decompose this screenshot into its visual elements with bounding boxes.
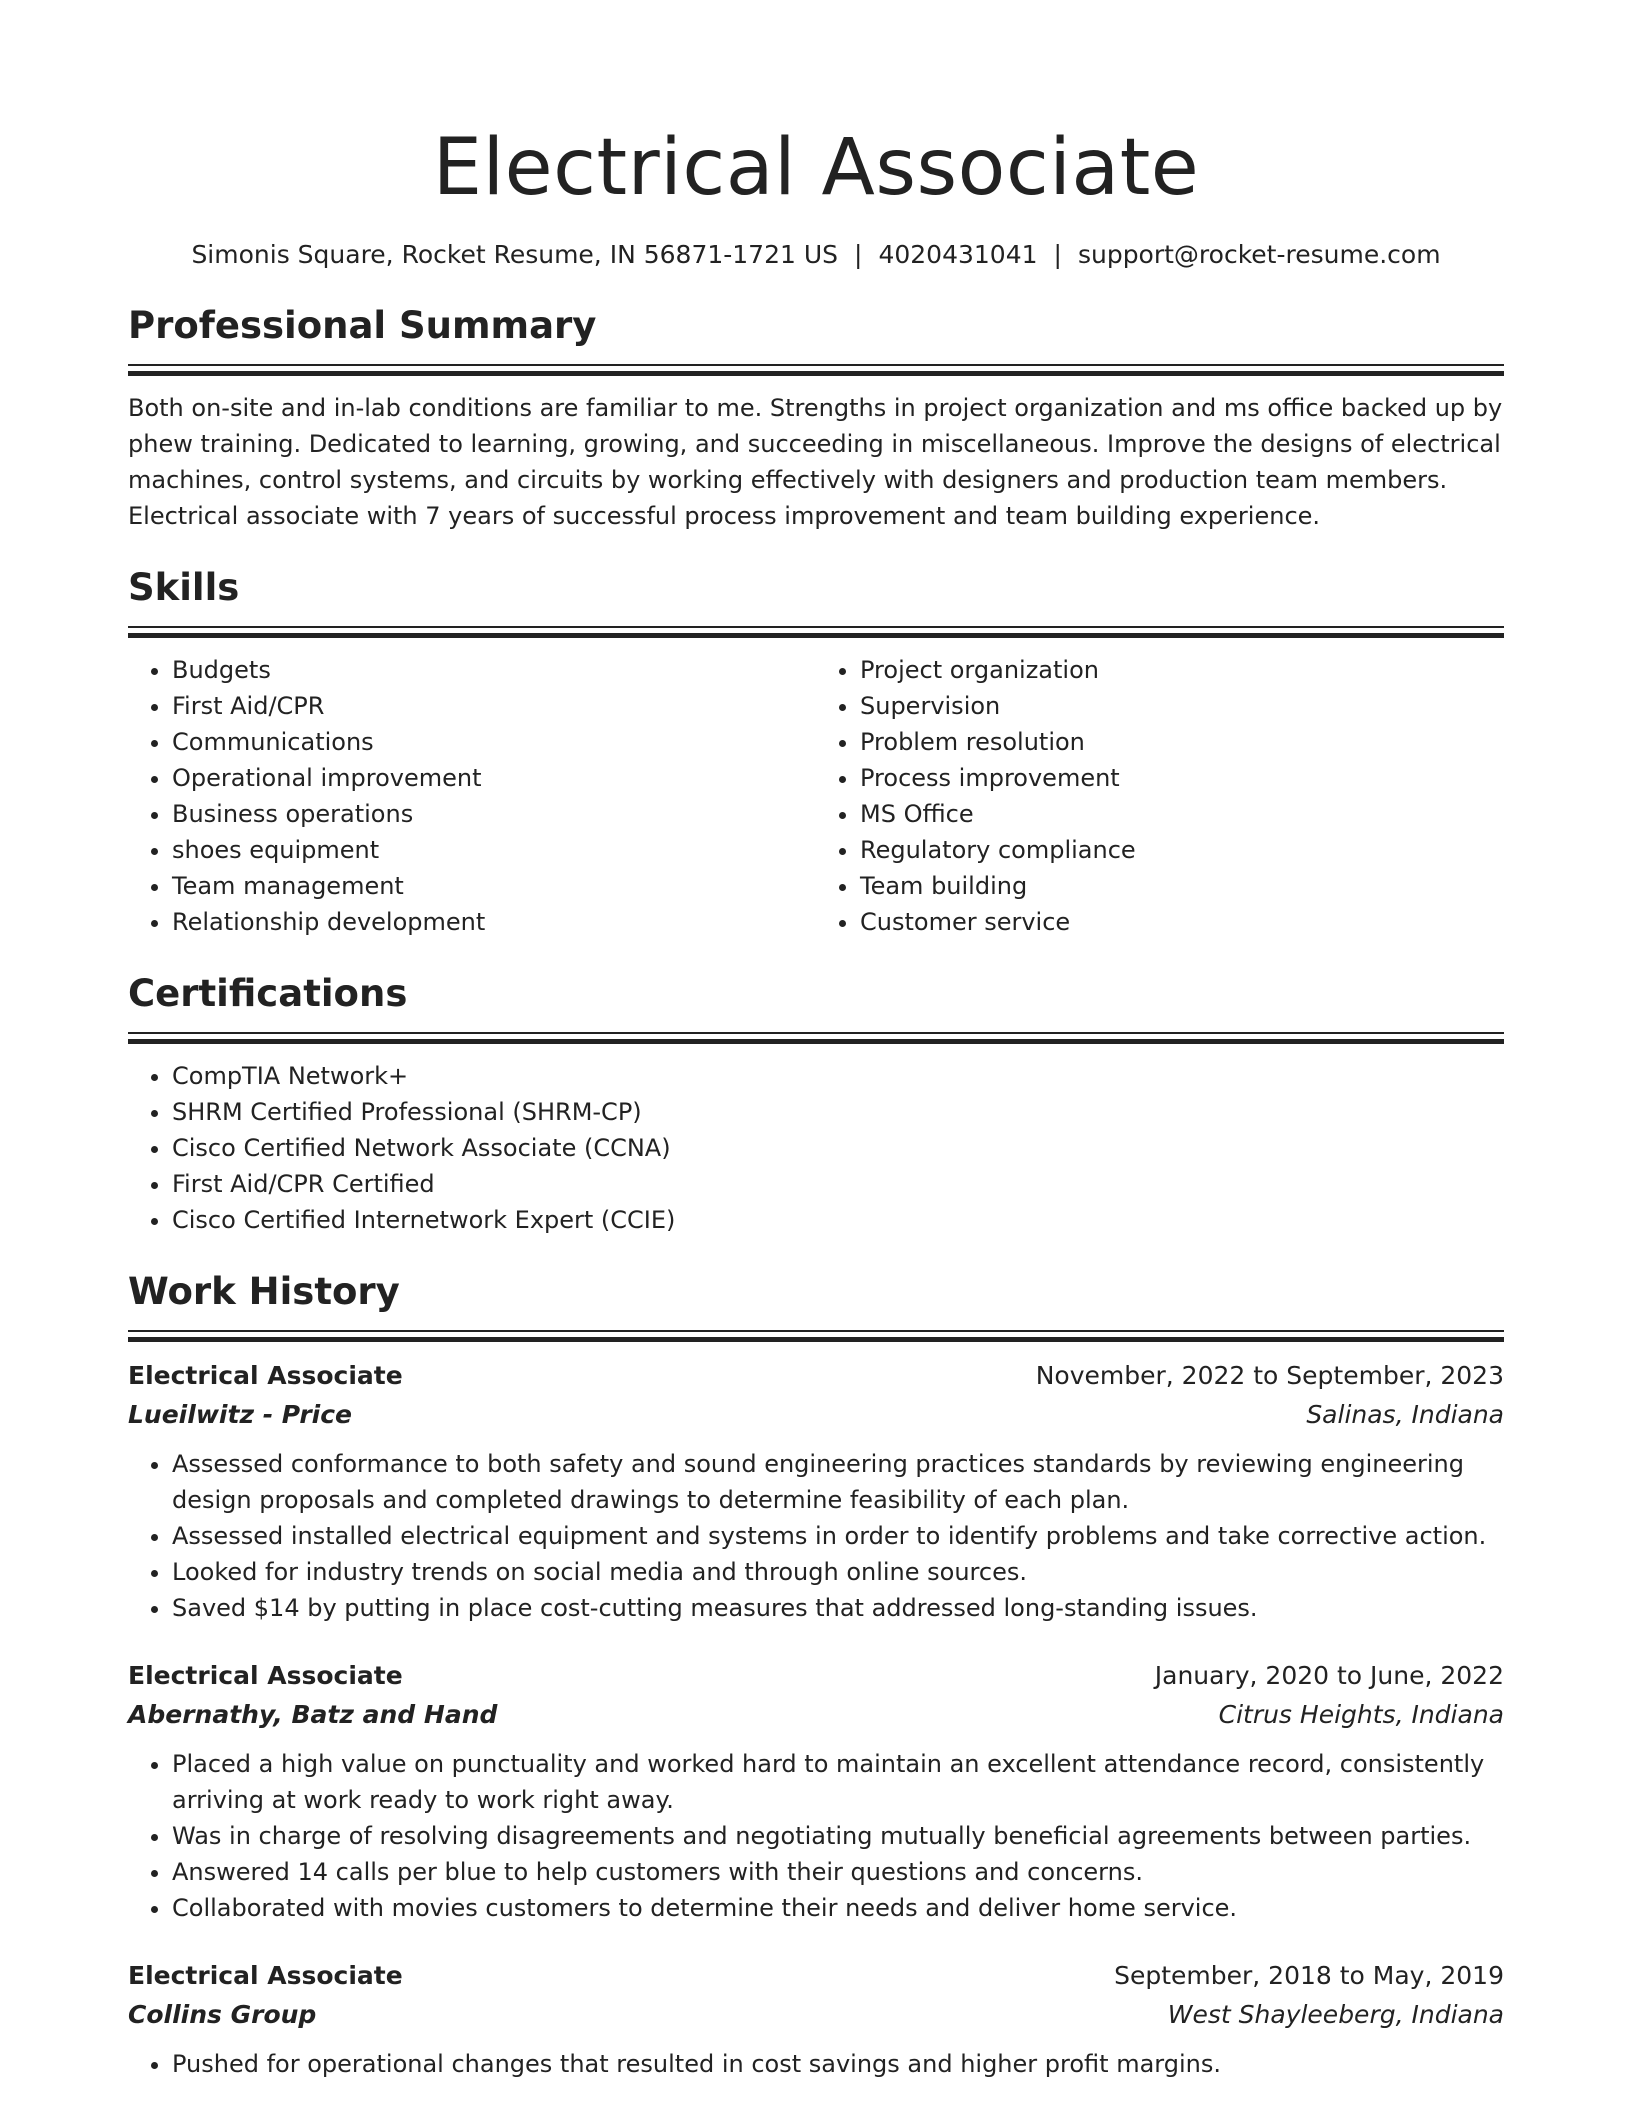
skill-item: • Problem resolution <box>860 724 1504 760</box>
job-bullet: • Assessed conformance to both safety and sound engineering practices standards by reviewing engineering design proposals and completed drawings to determine feasibility of each plan. <box>172 1446 1504 1518</box>
skills-list-right <box>816 652 1504 940</box>
certifications-section <box>128 970 1504 1238</box>
skill-item: • MS Office <box>860 796 1504 832</box>
skill-item: • Team management <box>172 868 816 904</box>
skills-list-left <box>128 652 816 940</box>
skill-item: • Relationship development <box>172 904 816 940</box>
skill-item: • Regulatory compliance <box>860 832 1504 868</box>
job-subheader-row <box>128 1995 1504 2034</box>
job-company: Collins Group <box>128 2000 317 2029</box>
job-bullet-list <box>128 1746 1504 1926</box>
certification-item: • Cisco Certified Network Associate (CCNA) <box>172 1130 1504 1166</box>
job-bullet: • Was in charge of resolving disagreements and negotiating mutually beneficial agreements between parties. <box>172 1818 1504 1854</box>
work-history-section <box>128 1268 1504 2082</box>
summary-text: Both on-site and in-lab conditions are familiar to me. Strengths in project organization and ms office backed up by phew training. Dedicated to learning, growing, and succeeding in miscellaneous. Improve the designs of electrical machines, control systems, and circuits by working effectively with designers and production team members. Electrical associate with 7 years of successful process improvement and team building experience. <box>128 394 1503 530</box>
contact-address: Simonis Square, Rocket Resume, IN 56871-1721 US <box>191 240 839 269</box>
work-history-heading: Work History <box>128 1270 400 1313</box>
certification-item: • First Aid/CPR Certified <box>172 1166 1504 1202</box>
job-subheader-row <box>128 1695 1504 1734</box>
skills-heading: Skills <box>128 566 240 609</box>
job-location: Citrus Heights, Indiana <box>1218 1700 1504 1729</box>
job-header-row <box>128 1956 1504 1995</box>
contact-email[interactable]: support@rocket-resume.com <box>1077 240 1441 269</box>
job-bullet: • Answered 14 calls per blue to help customers with their questions and concerns. <box>172 1854 1504 1890</box>
job-header-row <box>128 1656 1504 1695</box>
job-dates: September, 2018 to May, 2019 <box>1114 1961 1504 1990</box>
job-bullet: • Saved $14 by putting in place cost-cutting measures that addressed long-standing issues. <box>172 1590 1504 1626</box>
job-entry <box>128 1356 1504 1626</box>
skill-item: • Supervision <box>860 688 1504 724</box>
skill-item: • Budgets <box>172 652 816 688</box>
skill-item: • First Aid/CPR <box>172 688 816 724</box>
job-title: Electrical Associate <box>128 1361 403 1390</box>
job-company: Lueilwitz - Price <box>128 1400 352 1429</box>
skill-item: • Customer service <box>860 904 1504 940</box>
contact-separator: | <box>1053 240 1062 269</box>
skill-item: • Project organization <box>860 652 1504 688</box>
job-bullet: • Placed a high value on punctuality and worked hard to maintain an excellent attendance record, consistently arriving at work ready to work right away. <box>172 1746 1504 1818</box>
job-bullet-list <box>128 1446 1504 1626</box>
resume-page <box>128 118 1504 2082</box>
job-bullet: • Assessed installed electrical equipment and systems in order to identify problems and take corrective action. <box>172 1518 1504 1554</box>
job-entry <box>128 1656 1504 1926</box>
section-divider <box>128 626 1504 638</box>
certification-item: • CompTIA Network+ <box>172 1058 1504 1094</box>
job-location: Salinas, Indiana <box>1306 1400 1504 1429</box>
contact-phone: 4020431041 <box>878 240 1038 269</box>
contact-separator: | <box>854 240 863 269</box>
skills-section <box>128 564 1504 940</box>
section-divider <box>128 1330 1504 1342</box>
skills-columns <box>128 652 1504 940</box>
certifications-list <box>128 1058 1504 1238</box>
certification-item: • Cisco Certified Internetwork Expert (CCIE) <box>172 1202 1504 1238</box>
skill-item: • Team building <box>860 868 1504 904</box>
job-bullet: • Collaborated with movies customers to determine their needs and deliver home service. <box>172 1890 1504 1926</box>
job-entry <box>128 1956 1504 2082</box>
job-subheader-row <box>128 1395 1504 1434</box>
job-dates: January, 2020 to June, 2022 <box>1154 1661 1504 1690</box>
job-header-row <box>128 1356 1504 1395</box>
job-bullet: • Pushed for operational changes that resulted in cost savings and higher profit margins. <box>172 2046 1504 2082</box>
job-bullet: • Looked for industry trends on social media and through online sources. <box>172 1554 1504 1590</box>
section-divider <box>128 364 1504 376</box>
certification-item: • SHRM Certified Professional (SHRM-CP) <box>172 1094 1504 1130</box>
summary-section <box>128 302 1504 534</box>
summary-heading: Professional Summary <box>128 304 597 347</box>
job-bullet-list <box>128 2046 1504 2082</box>
skill-item: • Process improvement <box>860 760 1504 796</box>
job-title: Electrical Associate <box>128 1661 403 1690</box>
job-dates: November, 2022 to September, 2023 <box>1035 1361 1504 1390</box>
skill-item: • Business operations <box>172 796 816 832</box>
job-location: West Shayleeberg, Indiana <box>1167 2000 1504 2029</box>
job-title: Electrical Associate <box>128 1961 403 1990</box>
skill-item: • Communications <box>172 724 816 760</box>
section-divider <box>128 1032 1504 1044</box>
certifications-heading: Certifications <box>128 972 408 1015</box>
skill-item: • shoes equipment <box>172 832 816 868</box>
skill-item: • Operational improvement <box>172 760 816 796</box>
contact-line <box>128 238 1504 272</box>
job-company: Abernathy, Batz and Hand <box>128 1700 498 1729</box>
resume-title: Electrical Associate <box>432 123 1200 213</box>
